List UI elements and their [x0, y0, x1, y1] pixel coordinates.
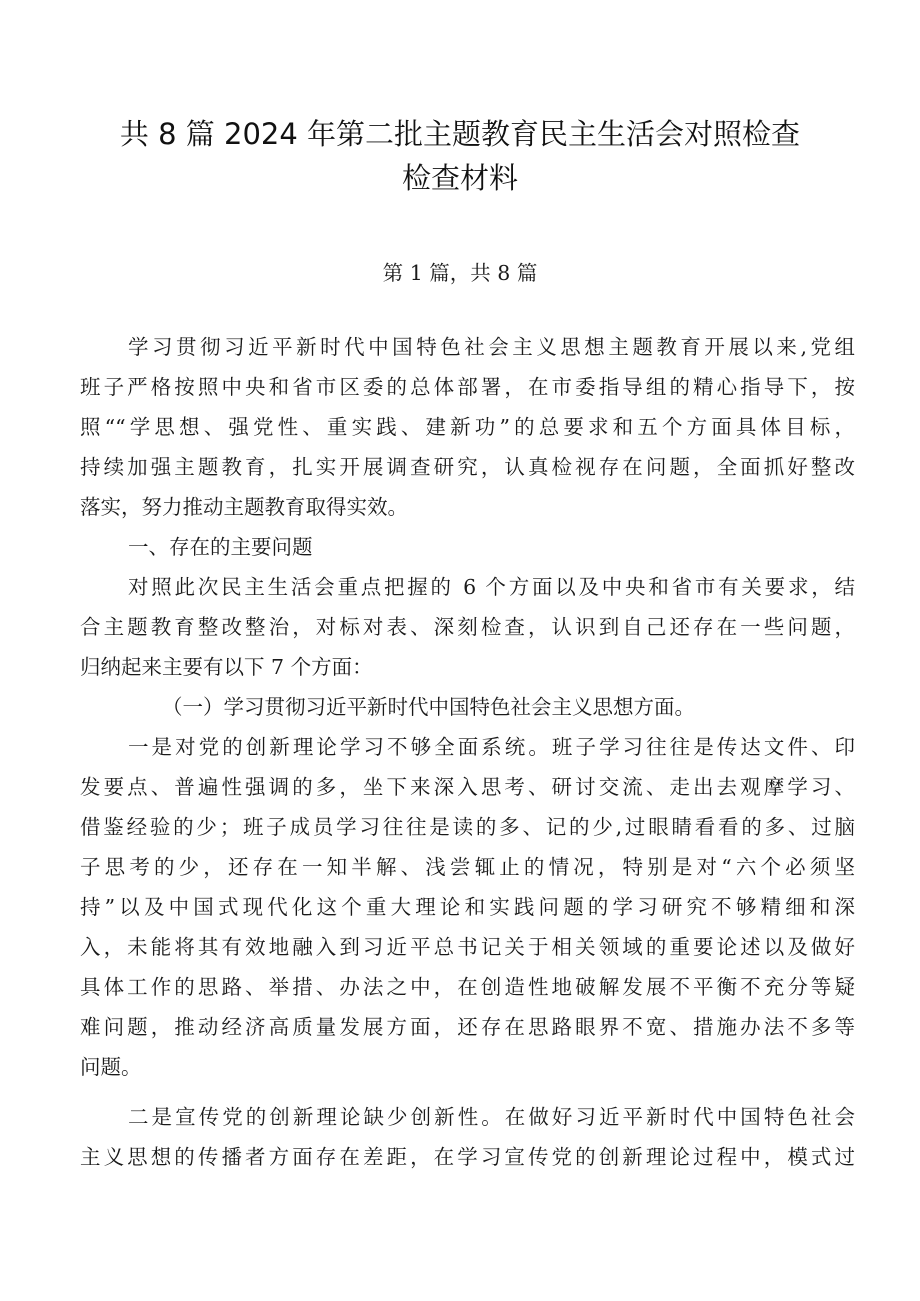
paragraph-line: 发要点、普遍性强调的多，坐下来深入思考、研讨交流、走出去观摩学习、 [80, 775, 855, 799]
paragraph-line: 问题。 [80, 1055, 142, 1079]
paragraph-line: 主义思想的传播者方面存在差距，在学习宣传党的创新理论过程中，模式过 [80, 1145, 855, 1169]
paragraph-line: 照““学思想、强党性、重实践、建新功”的总要求和五个方面具体目标， [80, 415, 855, 439]
paragraph-line: 借鉴经验的少；班子成员学习往往是读的多、记的少,过眼睛看看的多、过脑 [80, 815, 855, 839]
paragraph-line: 一是对党的创新理论学习不够全面系统。班子学习往往是传达文件、印 [128, 735, 855, 759]
paragraph-line: 难问题，推动经济高质量发展方面，还存在思路眼界不宽、措施办法不多等 [80, 1015, 855, 1039]
paragraph-line: 落实，努力推动主题教育取得实效。 [80, 495, 408, 519]
paragraph-line: 归纳起来主要有以下 7 个方面： [80, 655, 373, 679]
paragraph-line: 二是宣传党的创新理论缺少创新性。在做好习近平新时代中国特色社会 [128, 1105, 855, 1129]
document-subtitle: 第 1 篇，共 8 篇 [382, 261, 538, 285]
paragraph-line: 班子严格按照中央和省市区委的总体部署，在市委指导组的精心指导下，按 [80, 375, 855, 399]
subsection-heading: （一）学习贯彻习近平新时代中国特色社会主义思想方面。 [162, 695, 695, 719]
paragraph-line: 学习贯彻习近平新时代中国特色社会主义思想主题教育开展以来,党组 [128, 335, 855, 359]
paragraph-line: 入，未能将其有效地融入到习近平总书记关于相关领域的重要论述以及做好 [80, 935, 855, 959]
paragraph-line: 合主题教育整改整治，对标对表、深刻检查，认识到自己还存在一些问题， [80, 615, 855, 639]
paragraph-line: 持续加强主题教育，扎实开展调查研究，认真检视存在问题，全面抓好整改 [80, 455, 855, 479]
paragraph-line: 对照此次民主生活会重点把握的 6 个方面以及中央和省市有关要求，结 [128, 575, 855, 599]
paragraph-line: 具体工作的思路、举措、办法之中，在创造性地破解发展不平衡不充分等疑 [80, 975, 855, 999]
document-title-line-1: 共 8 篇 2024 年第二批主题教育民主生活会对照检查 [119, 117, 801, 151]
document-title-line-2: 检查材料 [401, 161, 518, 195]
paragraph-line: 持”以及中国式现代化这个重大理论和实践问题的学习研究不够精细和深 [80, 895, 855, 919]
section-heading: 一、存在的主要问题 [128, 535, 313, 559]
paragraph-line: 子思考的少，还存在一知半解、浅尝辄止的情况，特别是对“六个必须坚 [80, 855, 855, 879]
